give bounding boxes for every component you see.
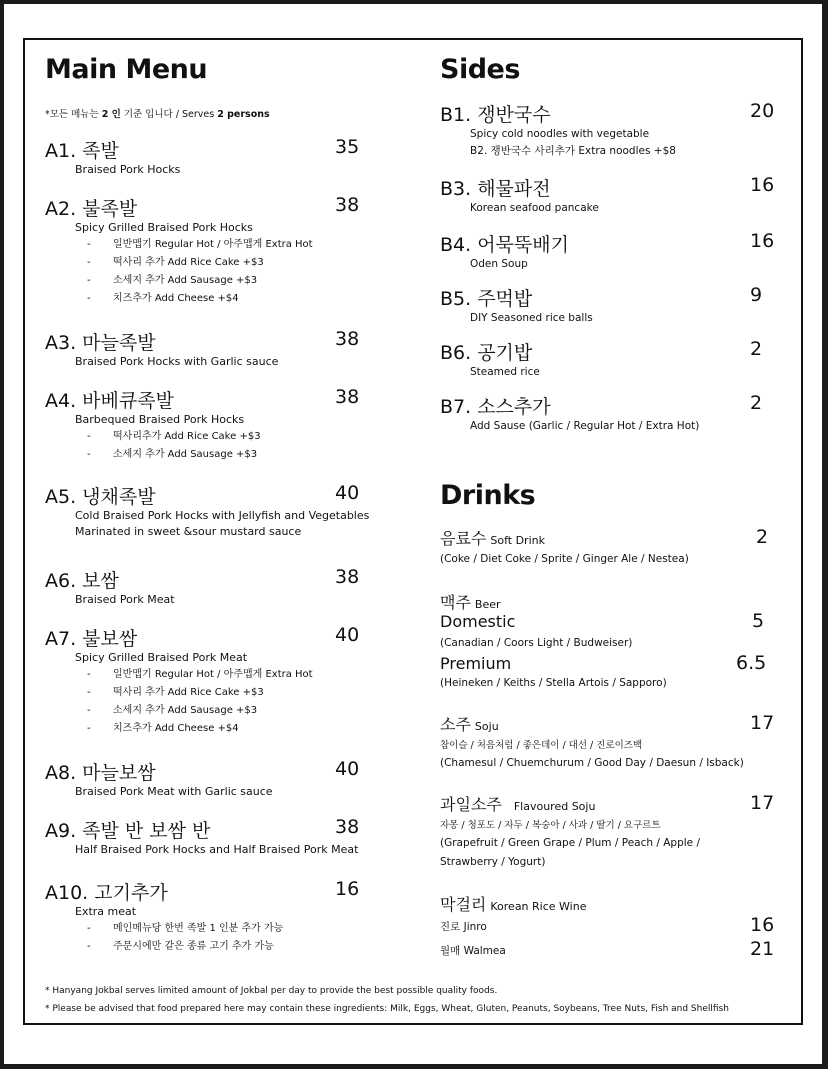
- menu-item: [45, 878, 395, 956]
- flavoured-soju-list-korean: 자몽 / 청포도 / 자두 / 복숭아 / 사과 / 딸기 / 요구르트: [440, 820, 661, 831]
- menu-item-description: Braised Pork Meat: [75, 593, 175, 606]
- side-item-header: [440, 392, 780, 418]
- flavoured-soju-price: 17: [750, 792, 775, 814]
- beer-domestic-name: Domestic: [440, 612, 516, 631]
- menu-item-header: [45, 758, 395, 784]
- side-item-header: [440, 100, 780, 126]
- menu-item: [45, 758, 395, 800]
- menu-item-name: A2. 불족발: [45, 198, 138, 220]
- serves-note: *모든 메뉴는 2 인 기준 입니다 / Serves 2 persons: [45, 109, 270, 120]
- menu-item-description: Braised Pork Hocks with Garlic sauce: [75, 355, 279, 368]
- side-item: [440, 338, 780, 381]
- menu-item-header: [45, 194, 395, 220]
- footer-notes: [45, 982, 729, 1018]
- menu-item-option: - 소세지 추가 Add Sausage +$3: [87, 275, 258, 286]
- menu-item: [45, 566, 395, 608]
- walmea-price: 21: [750, 938, 775, 960]
- flavoured-soju-list-2: Strawberry / Yogurt): [440, 856, 546, 868]
- beer-domestic-price: 5: [752, 610, 765, 632]
- menu-item-option: - 치즈추가 Add Cheese +$4: [87, 293, 239, 304]
- jinro-name: 진로 Jinro: [440, 921, 487, 933]
- beer-heading: 맥주 Beer: [440, 593, 501, 612]
- menu-item-header: [45, 328, 395, 354]
- menu-item-header: [45, 386, 395, 412]
- menu-item-price: 38: [335, 816, 360, 838]
- menu-item-name: A9. 족발 반 보쌈 반: [45, 820, 211, 842]
- flavoured-soju-list-1: (Grapefruit / Green Grape / Plum / Peach / Apple /: [440, 837, 700, 849]
- menu-item-name: A10. 고기추가: [45, 882, 168, 904]
- side-item-description: B2. 쟁반국수 사리추가 Extra noodles +$8: [470, 145, 676, 157]
- menu-item-name: A5. 냉채족발: [45, 486, 156, 508]
- side-item: [440, 392, 780, 435]
- menu-item-option: - 일반맵기 Regular Hot / 아주맵게 Extra Hot: [87, 239, 313, 250]
- side-item-description: Steamed rice: [470, 366, 540, 378]
- menu-item: [45, 328, 395, 370]
- side-item-description: Spicy cold noodles with vegetable: [470, 128, 650, 140]
- menu-item-option: - 떡사리추가 Add Rice Cake +$3: [87, 431, 261, 442]
- flavoured-soju-heading: 과일소주 Flavoured Soju: [440, 795, 596, 814]
- beer-premium-list: (Heineken / Keiths / Stella Artois / Sapporo): [440, 677, 667, 689]
- drinks-title: Drinks: [440, 480, 536, 511]
- menu-item-description: Braised Pork Hocks: [75, 163, 181, 176]
- menu-page: [4, 4, 822, 1064]
- menu-frame: [23, 38, 803, 1025]
- menu-item-header: [45, 624, 395, 650]
- menu-item-option: - 일반맵기 Regular Hot / 아주맵게 Extra Hot: [87, 669, 313, 680]
- menu-item-option: - 주문시에만 같은 종류 고기 추가 가능: [87, 941, 274, 952]
- menu-item-option: - 소세지 추가 Add Sausage +$3: [87, 449, 258, 460]
- beer-premium-price: 6.5: [736, 652, 767, 674]
- side-item-name: B1. 쟁반국수: [440, 104, 551, 126]
- menu-item: [45, 624, 395, 738]
- menu-item-price: 40: [335, 624, 360, 646]
- menu-item-header: [45, 566, 395, 592]
- side-item-name: B5. 주먹밥: [440, 288, 533, 310]
- side-item-price: 2: [750, 392, 763, 414]
- menu-item-option: - 떡사리 추가 Add Rice Cake +$3: [87, 687, 264, 698]
- menu-item-description: Half Braised Pork Hocks and Half Braised Pork Meat: [75, 843, 359, 856]
- menu-item-price: 35: [335, 136, 360, 158]
- side-item-price: 2: [750, 338, 763, 360]
- menu-item-option: - 소세지 추가 Add Sausage +$3: [87, 705, 258, 716]
- side-item-header: [440, 174, 780, 200]
- menu-item-name: A4. 바베큐족발: [45, 390, 174, 412]
- menu-item-header: [45, 878, 395, 904]
- menu-item: [45, 194, 395, 308]
- menu-item-header: [45, 136, 395, 162]
- menu-item: [45, 482, 395, 540]
- footer-line-1: * Hanyang Jokbal serves limited amount of Jokbal per day to provide the best possible quality foods.: [45, 986, 498, 996]
- side-item: [440, 100, 780, 160]
- side-item: [440, 174, 780, 217]
- beer-domestic-list: (Canadian / Coors Light / Budweiser): [440, 637, 633, 649]
- side-item-price: 16: [750, 230, 775, 252]
- menu-item-description: Spicy Grilled Braised Pork Meat: [75, 651, 248, 664]
- menu-item: [45, 386, 395, 464]
- menu-item-price: 38: [335, 386, 360, 408]
- soju-price: 17: [750, 712, 775, 734]
- menu-item-price: 40: [335, 482, 360, 504]
- footer-line-2: * Please be advised that food prepared here may contain these ingredients: Milk, Eggs, Wheat, Gluten, Peanuts, Soybeans, Tree Nuts, Fish and Shellfish: [45, 1004, 729, 1014]
- soju-list-korean: 참이슬 / 처음처럼 / 좋은데이 / 대선 / 진로이즈백: [440, 740, 643, 751]
- menu-item-option: - 메인메뉴당 한번 족발 1 인분 추가 가능: [87, 923, 284, 934]
- soju-list: (Chamesul / Chuemchurum / Good Day / Daesun / Isback): [440, 757, 744, 769]
- menu-item-header: [45, 482, 395, 508]
- menu-item-price: 38: [335, 194, 360, 216]
- menu-item: [45, 136, 395, 178]
- soft-drink-list: (Coke / Diet Coke / Sprite / Ginger Ale / Nestea): [440, 553, 689, 565]
- menu-item-description: Barbequed Braised Pork Hocks: [75, 413, 245, 426]
- makgeolli-heading: 막걸리 Korean Rice Wine: [440, 895, 587, 914]
- menu-item-price: 40: [335, 758, 360, 780]
- side-item-price: 9: [750, 284, 763, 306]
- menu-item-description: Marinated in sweet &sour mustard sauce: [75, 525, 302, 538]
- side-item-name: B3. 해물파전: [440, 178, 551, 200]
- side-item-header: [440, 230, 780, 256]
- side-item-header: [440, 284, 780, 310]
- menu-item-option: - 떡사리 추가 Add Rice Cake +$3: [87, 257, 264, 268]
- side-item-description: Oden Soup: [470, 258, 528, 270]
- menu-item-description: Spicy Grilled Braised Pork Hocks: [75, 221, 253, 234]
- side-item-header: [440, 338, 780, 364]
- side-item-name: B4. 어묵뚝배기: [440, 234, 569, 256]
- walmea-name: 월매 Walmea: [440, 945, 506, 957]
- menu-item-name: A8. 마늘보쌈: [45, 762, 156, 784]
- menu-item-description: Braised Pork Meat with Garlic sauce: [75, 785, 273, 798]
- menu-item-price: 16: [335, 878, 360, 900]
- side-item: [440, 284, 780, 327]
- side-item: [440, 230, 780, 273]
- side-item-name: B6. 공기밥: [440, 342, 533, 364]
- side-item-price: 20: [750, 100, 775, 122]
- menu-item-name: A6. 보쌈: [45, 570, 119, 592]
- menu-item-option: - 치즈추가 Add Cheese +$4: [87, 723, 239, 734]
- sides-title: Sides: [440, 54, 520, 85]
- main-menu-title: Main Menu: [45, 54, 208, 85]
- soft-drink-heading: 음료수 Soft Drink: [440, 529, 545, 548]
- menu-item-price: 38: [335, 328, 360, 350]
- menu-item-name: A3. 마늘족발: [45, 332, 156, 354]
- jinro-price: 16: [750, 914, 775, 936]
- side-item-description: Korean seafood pancake: [470, 202, 599, 214]
- side-item-description: DIY Seasoned rice balls: [470, 312, 593, 324]
- side-item-price: 16: [750, 174, 775, 196]
- menu-item-description: Extra meat: [75, 905, 137, 918]
- menu-item: [45, 816, 395, 858]
- menu-item-name: A7. 불보쌈: [45, 628, 138, 650]
- beer-premium-name: Premium: [440, 654, 512, 673]
- menu-item-name: A1. 족발: [45, 140, 119, 162]
- soju-heading: 소주 Soju: [440, 715, 499, 734]
- menu-item-description: Cold Braised Pork Hocks with Jellyfish and Vegetables: [75, 509, 370, 522]
- side-item-description: Add Sause (Garlic / Regular Hot / Extra Hot): [470, 420, 700, 432]
- soft-drink-price: 2: [756, 526, 769, 548]
- menu-item-header: [45, 816, 395, 842]
- menu-item-price: 38: [335, 566, 360, 588]
- side-item-name: B7. 소스추가: [440, 396, 551, 418]
